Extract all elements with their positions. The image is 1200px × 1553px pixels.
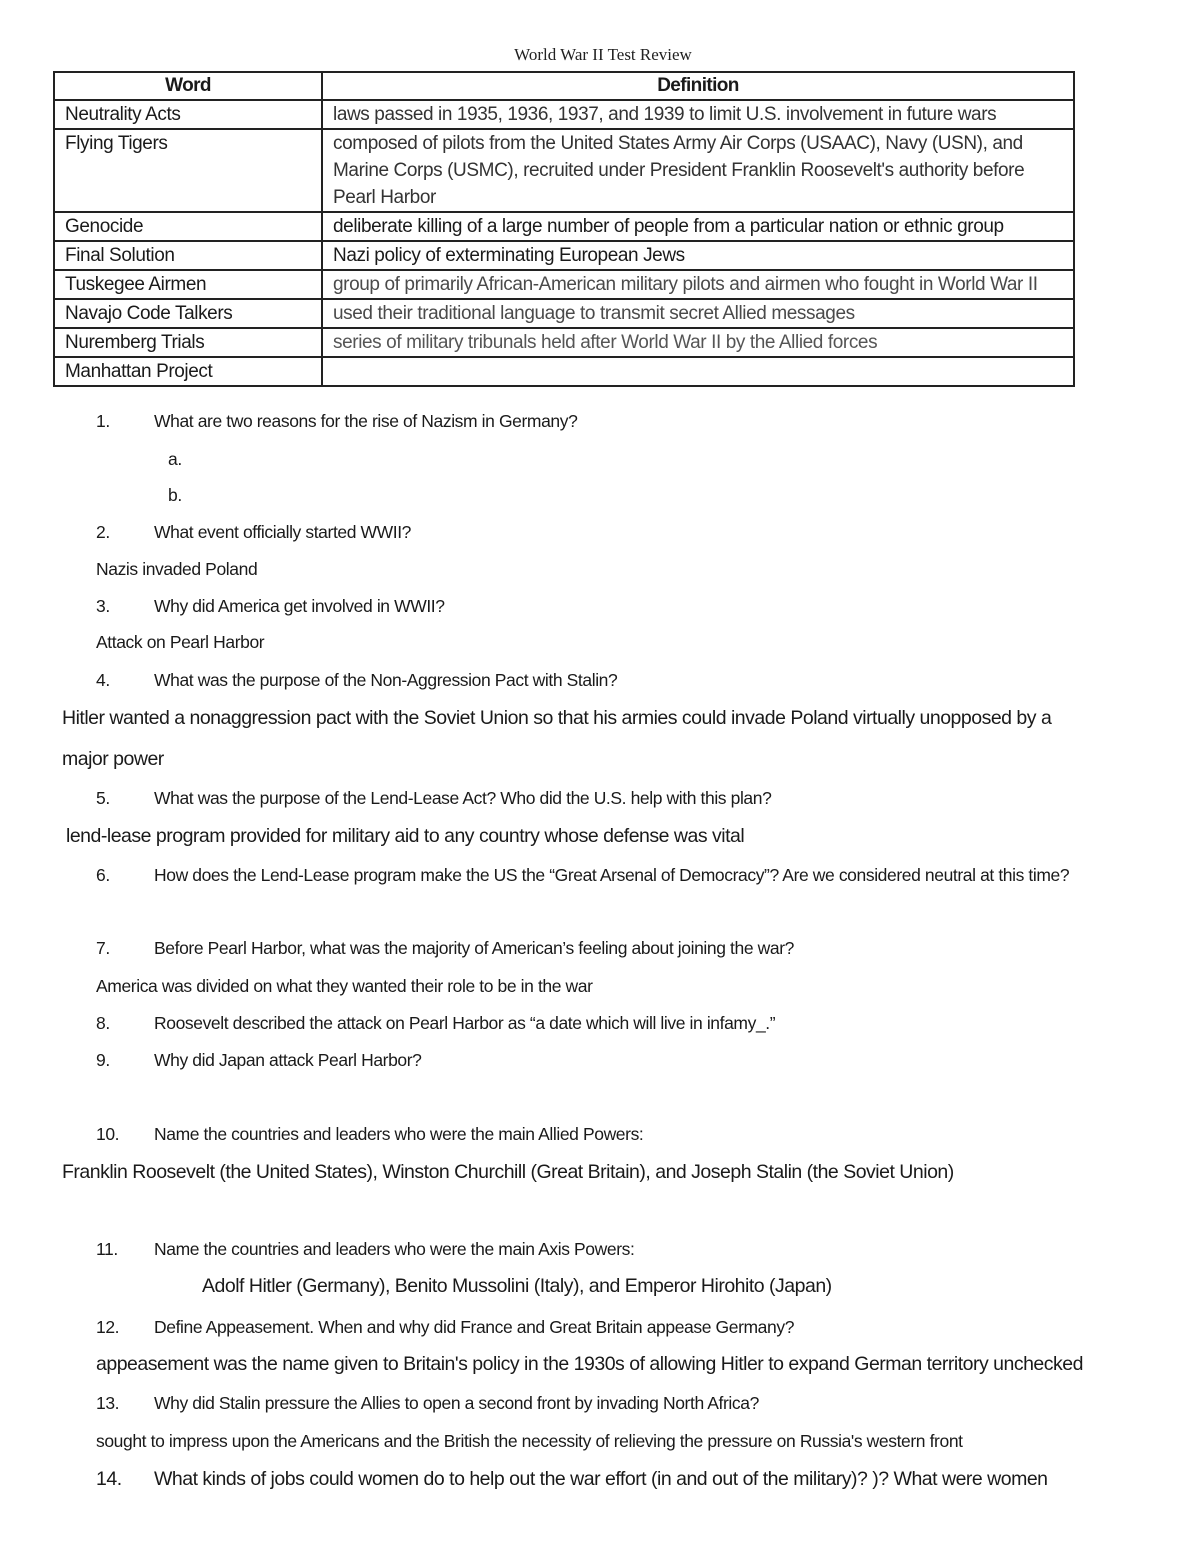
- table-row: [54, 129, 1074, 212]
- definition-cell: composed of pilots from the United States Army Air Corps (USAAC), Navy (USN), and Marine Corps (USMC), recruited under President Franklin Roosevelt's authority before Pearl Harbor: [322, 129, 1074, 212]
- question-text: Why did Stalin pressure the Allies to open a second front by invading North Africa?: [154, 1393, 759, 1413]
- table-row: [54, 357, 1074, 386]
- question-number: 6.: [96, 865, 110, 885]
- term-cell: Manhattan Project: [54, 357, 322, 386]
- term-cell: Genocide: [54, 212, 322, 241]
- header-definition: Definition: [322, 72, 1074, 100]
- question-4: [96, 670, 617, 691]
- question-text: What event officially started WWII?: [154, 522, 412, 542]
- answer-11: Adolf Hitler (Germany), Benito Mussolini (Italy), and Emperor Hirohito (Japan): [202, 1275, 832, 1297]
- question-7: [96, 938, 794, 959]
- question-8: [96, 1013, 775, 1034]
- definition-cell: laws passed in 1935, 1936, 1937, and 1939 to limit U.S. involvement in future wars: [322, 100, 1074, 129]
- answer-2: Nazis invaded Poland: [96, 559, 258, 579]
- answer-4-line2: major power: [62, 748, 164, 770]
- question-text: Why did America get involved in WWII?: [154, 596, 445, 616]
- answer-12: appeasement was the name given to Britain's policy in the 1930s of allowing Hitler to expand German territory unchecked: [96, 1353, 1083, 1375]
- question-number: 11.: [96, 1239, 118, 1259]
- question-10: [96, 1124, 643, 1145]
- question-2: [96, 522, 411, 543]
- term-cell: Tuskegee Airmen: [54, 270, 322, 299]
- term-cell: Nuremberg Trials: [54, 328, 322, 357]
- question-14: [96, 1468, 1048, 1491]
- definition-cell: series of military tribunals held after World War II by the Allied forces: [322, 328, 1074, 357]
- question-text: Define Appeasement. When and why did France and Great Britain appease Germany?: [154, 1317, 795, 1337]
- question-number: 2.: [96, 522, 110, 542]
- question-9: [96, 1050, 422, 1071]
- question-text: What are two reasons for the rise of Nazism in Germany?: [154, 411, 578, 431]
- term-cell: Final Solution: [54, 241, 322, 270]
- question-number: 13.: [96, 1393, 120, 1413]
- question-6: [96, 865, 1069, 886]
- answer-10: Franklin Roosevelt (the United States), Winston Churchill (Great Britain), and Joseph Stalin (the Soviet Union): [62, 1161, 954, 1183]
- table-header-row: [54, 72, 1074, 100]
- question-5: [96, 788, 771, 809]
- question-text: Before Pearl Harbor, what was the majority of American’s feeling about joining the war?: [154, 938, 794, 958]
- answer-4-line1: Hitler wanted a nonaggression pact with the Soviet Union so that his armies could invade Poland virtually unopposed by a: [62, 707, 1052, 729]
- question-number: 1.: [96, 411, 110, 431]
- question-text: What kinds of jobs could women do to help out the war effort (in and out of the military)? )? What were women: [154, 1468, 1048, 1490]
- term-cell: Neutrality Acts: [54, 100, 322, 129]
- table-row: [54, 100, 1074, 129]
- answer-13: sought to impress upon the Americans and the British the necessity of relieving the pressure on Russia's western front: [96, 1431, 963, 1451]
- question-number: 4.: [96, 670, 110, 690]
- table-row: [54, 270, 1074, 299]
- subitem-b: b.: [168, 485, 182, 505]
- question-number: 10.: [96, 1124, 120, 1144]
- answer-3: Attack on Pearl Harbor: [96, 632, 265, 652]
- definition-cell: Nazi policy of exterminating European Jews: [322, 241, 1074, 270]
- question-1: [96, 411, 577, 432]
- question-text: What was the purpose of the Lend-Lease Act? Who did the U.S. help with this plan?: [154, 788, 772, 808]
- question-number: 12.: [96, 1317, 120, 1337]
- question-number: 7.: [96, 938, 110, 958]
- vocabulary-table: [53, 71, 1075, 387]
- definition-cell: group of primarily African-American military pilots and airmen who fought in World War II: [322, 270, 1074, 299]
- table-row: [54, 212, 1074, 241]
- header-word: Word: [54, 72, 322, 100]
- term-cell: Flying Tigers: [54, 129, 322, 212]
- definition-cell: [322, 357, 1074, 386]
- term-cell: Navajo Code Talkers: [54, 299, 322, 328]
- definition-cell: used their traditional language to transmit secret Allied messages: [322, 299, 1074, 328]
- question-text: Name the countries and leaders who were the main Allied Powers:: [154, 1124, 644, 1144]
- question-13: [96, 1393, 759, 1414]
- question-number: 3.: [96, 596, 110, 616]
- page-title: World War II Test Review: [514, 45, 692, 64]
- answer-5: lend-lease program provided for military aid to any country whose defense was vital: [66, 825, 745, 847]
- question-text: Why did Japan attack Pearl Harbor?: [154, 1050, 422, 1070]
- question-text: Roosevelt described the attack on Pearl Harbor as “a date which will live in infamy_.”: [154, 1013, 776, 1033]
- table-row: [54, 328, 1074, 357]
- answer-7: America was divided on what they wanted their role to be in the war: [96, 976, 593, 996]
- question-text: Name the countries and leaders who were the main Axis Powers:: [154, 1239, 635, 1259]
- question-3: [96, 596, 445, 617]
- table-row: [54, 241, 1074, 270]
- question-text: What was the purpose of the Non-Aggression Pact with Stalin?: [154, 670, 618, 690]
- subitem-a: a.: [168, 449, 182, 469]
- question-number: 5.: [96, 788, 110, 808]
- question-11: [96, 1239, 634, 1260]
- question-12: [96, 1317, 794, 1338]
- table-row: [54, 299, 1074, 328]
- question-number: 9.: [96, 1050, 110, 1070]
- definition-cell: deliberate killing of a large number of people from a particular nation or ethnic group: [322, 212, 1074, 241]
- question-number: 14.: [96, 1468, 122, 1490]
- question-number: 8.: [96, 1013, 110, 1033]
- question-text: How does the Lend-Lease program make the US the “Great Arsenal of Democracy”? Are we considered neutral at this time?: [154, 865, 1070, 885]
